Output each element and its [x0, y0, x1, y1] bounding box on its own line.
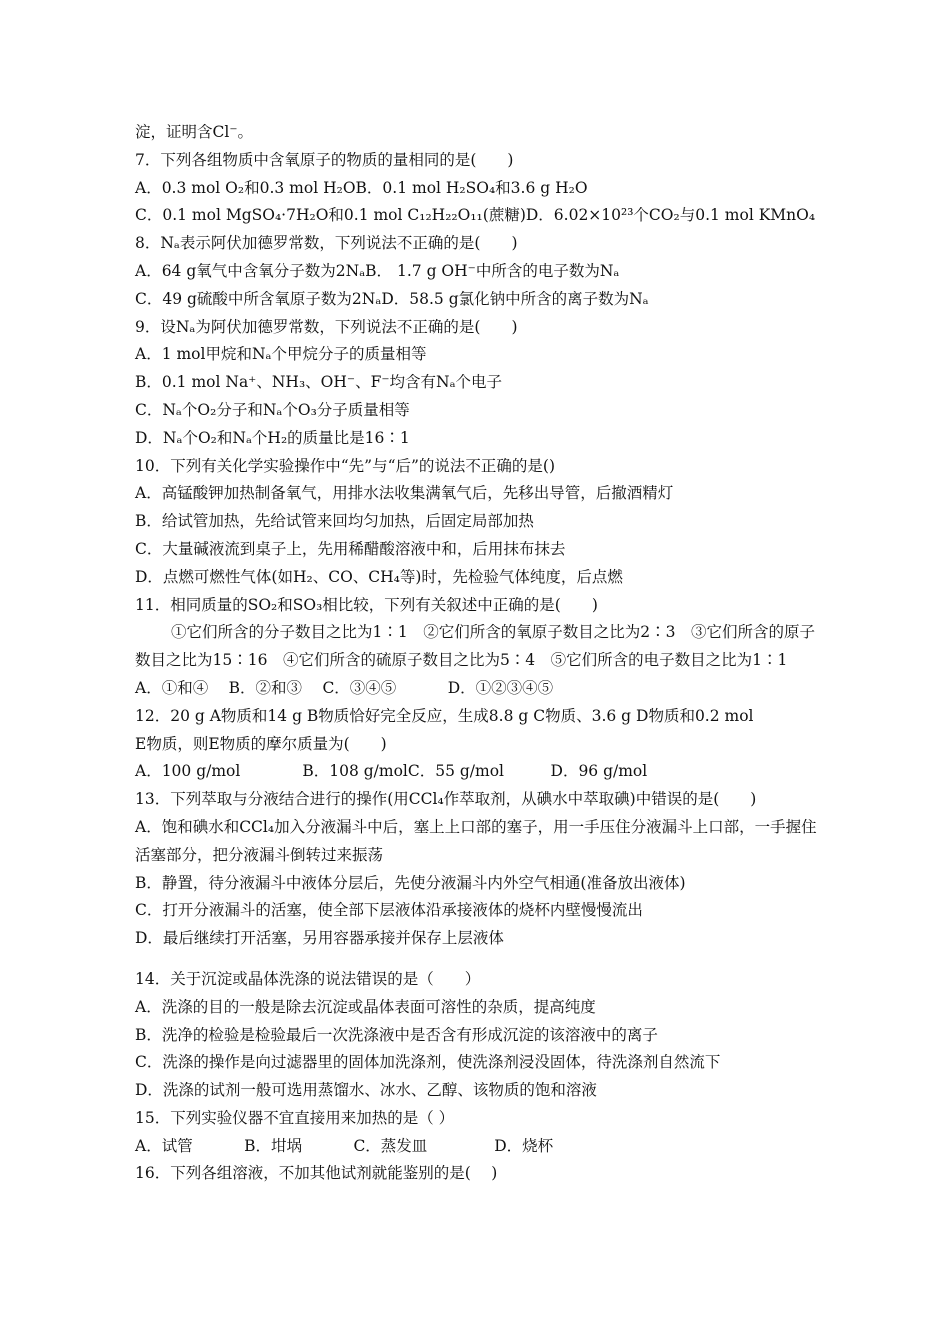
q11-options: A．①和④ B．②和③ C．③④⑤ D．①②③④⑤	[135, 678, 554, 697]
q13-option-a: A．饱和碘水和CCl₄加入分液漏斗中后，塞上上口部的塞子，用一手压住分液漏斗上口部，一手握住活塞部分，把分液漏斗倒转过来振荡	[135, 817, 817, 864]
q10-option-c: C．大量碱液流到桌子上，先用稀醋酸溶液中和，后用抹布抹去	[135, 539, 566, 558]
q9-option-b: B．0.1 mol Na⁺、NH₃、OH⁻、F⁻均含有Nₐ个电子	[135, 373, 503, 392]
q8-options-ab: A．64 g氧气中含氧分子数为2NₐB． 1.7 g OH⁻中所含的电子数为Nₐ	[135, 261, 620, 280]
q15-options: A．试管 B．坩埚 C．蒸发皿 D．烧杯	[135, 1136, 554, 1155]
question-9: 9．设Nₐ为阿伏加德罗常数，下列说法不正确的是( )	[135, 317, 518, 336]
q10-option-a: A．高锰酸钾加热制备氧气，用排水法收集满氧气后，先移出导管，后撤酒精灯	[135, 484, 674, 503]
q8-options-cd: C．49 g硫酸中所含氧原子数为2NₐD．58.5 g氯化钠中所含的离子数为Nₐ	[135, 289, 649, 308]
q13-option-d: D．最后继续打开活塞，另用容器承接并保存上层液体	[135, 929, 504, 948]
q14-option-d: D．洗涤的试剂一般可选用蒸馏水、冰水、乙醇、该物质的饱和溶液	[135, 1081, 597, 1100]
text-line: 淀，证明含Cl⁻。	[135, 123, 253, 141]
q7-options-cd: C．0.1 mol MgSO₄·7H₂O和0.1 mol C₁₂H₂₂O₁₁(蔗糖)D．6.02×10²³个CO₂与0.1 mol KMnO₄	[135, 206, 816, 225]
q11-statements: ①它们所含的分子数目之比为1∶1 ②它们所含的氧原子数目之比为2∶3 ③它们所含的原子数目之比为15∶16 ④它们所含的硫原子数目之比为5∶4 ⑤它们所含的电子数目之比为1∶1	[135, 623, 815, 670]
q7-options-ab: A．0.3 mol O₂和0.3 mol H₂OB．0.1 mol H₂SO₄和3.6 g H₂O	[135, 178, 588, 197]
q9-option-d: D．Nₐ个O₂和Nₐ个H₂的质量比是16∶1	[135, 428, 410, 447]
question-11: 11．相同质量的SO₂和SO₃相比较，下列有关叙述中正确的是( )	[135, 595, 598, 614]
question-16: 16．下列各组溶液，不加其他试剂就能鉴别的是( )	[135, 1164, 498, 1183]
question-7: 7．下列各组物质中含氧原子的物质的量相同的是( )	[135, 150, 514, 169]
question-15: 15．下列实验仪器不宜直接用来加热的是（ ）	[135, 1108, 455, 1127]
question-14: 14．关于沉淀或晶体洗涤的说法错误的是（ ）	[135, 969, 481, 988]
q13-option-c: C．打开分液漏斗的活塞，使全部下层液体沿承接液体的烧杯内壁慢慢流出	[135, 901, 643, 920]
exam-content	[135, 119, 825, 1188]
q9-option-c: C．Nₐ个O₂分子和Nₐ个O₃分子质量相等	[135, 400, 410, 419]
q14-option-a: A．洗涤的目的一般是除去沉淀或晶体表面可溶性的杂质，提高纯度	[135, 997, 596, 1016]
question-12: 12．20 g A物质和14 g B物质恰好完全反应，生成8.8 g C物质、3.6 g D物质和0.2 mol	[135, 706, 754, 725]
q10-option-d: D．点燃可燃性气体(如H₂、CO、CH₄等)时，先检验气体纯度，后点燃	[135, 567, 623, 586]
q10-option-b: B．给试管加热，先给试管来回均匀加热，后固定局部加热	[135, 512, 534, 531]
q12-options: A．100 g/mol B．108 g/molC．55 g/mol D．96 g/mol	[135, 762, 648, 781]
question-10: 10．下列有关化学实验操作中“先”与“后”的说法不正确的是()	[135, 456, 556, 475]
q13-option-b: B．静置，待分液漏斗中液体分层后，先使分液漏斗内外空气相通(准备放出液体)	[135, 873, 686, 892]
question-13: 13．下列萃取与分液结合进行的操作(用CCl₄作萃取剂，从碘水中萃取碘)中错误的是( )	[135, 790, 757, 809]
q9-option-a: A．1 mol甲烷和Nₐ个甲烷分子的质量相等	[135, 345, 427, 364]
question-8: 8．Nₐ表示阿伏加德罗常数，下列说法不正确的是( )	[135, 234, 518, 253]
blank-gap	[135, 953, 825, 966]
q14-option-c: C．洗涤的操作是向过滤器里的固体加洗涤剂，使洗涤剂浸没固体，待洗涤剂自然流下	[135, 1053, 721, 1072]
question-12-cont: E物质，则E物质的摩尔质量为( )	[135, 734, 387, 753]
q14-option-b: B．洗净的检验是检验最后一次洗涤液中是否含有形成沉淀的该溶液中的离子	[135, 1025, 658, 1044]
